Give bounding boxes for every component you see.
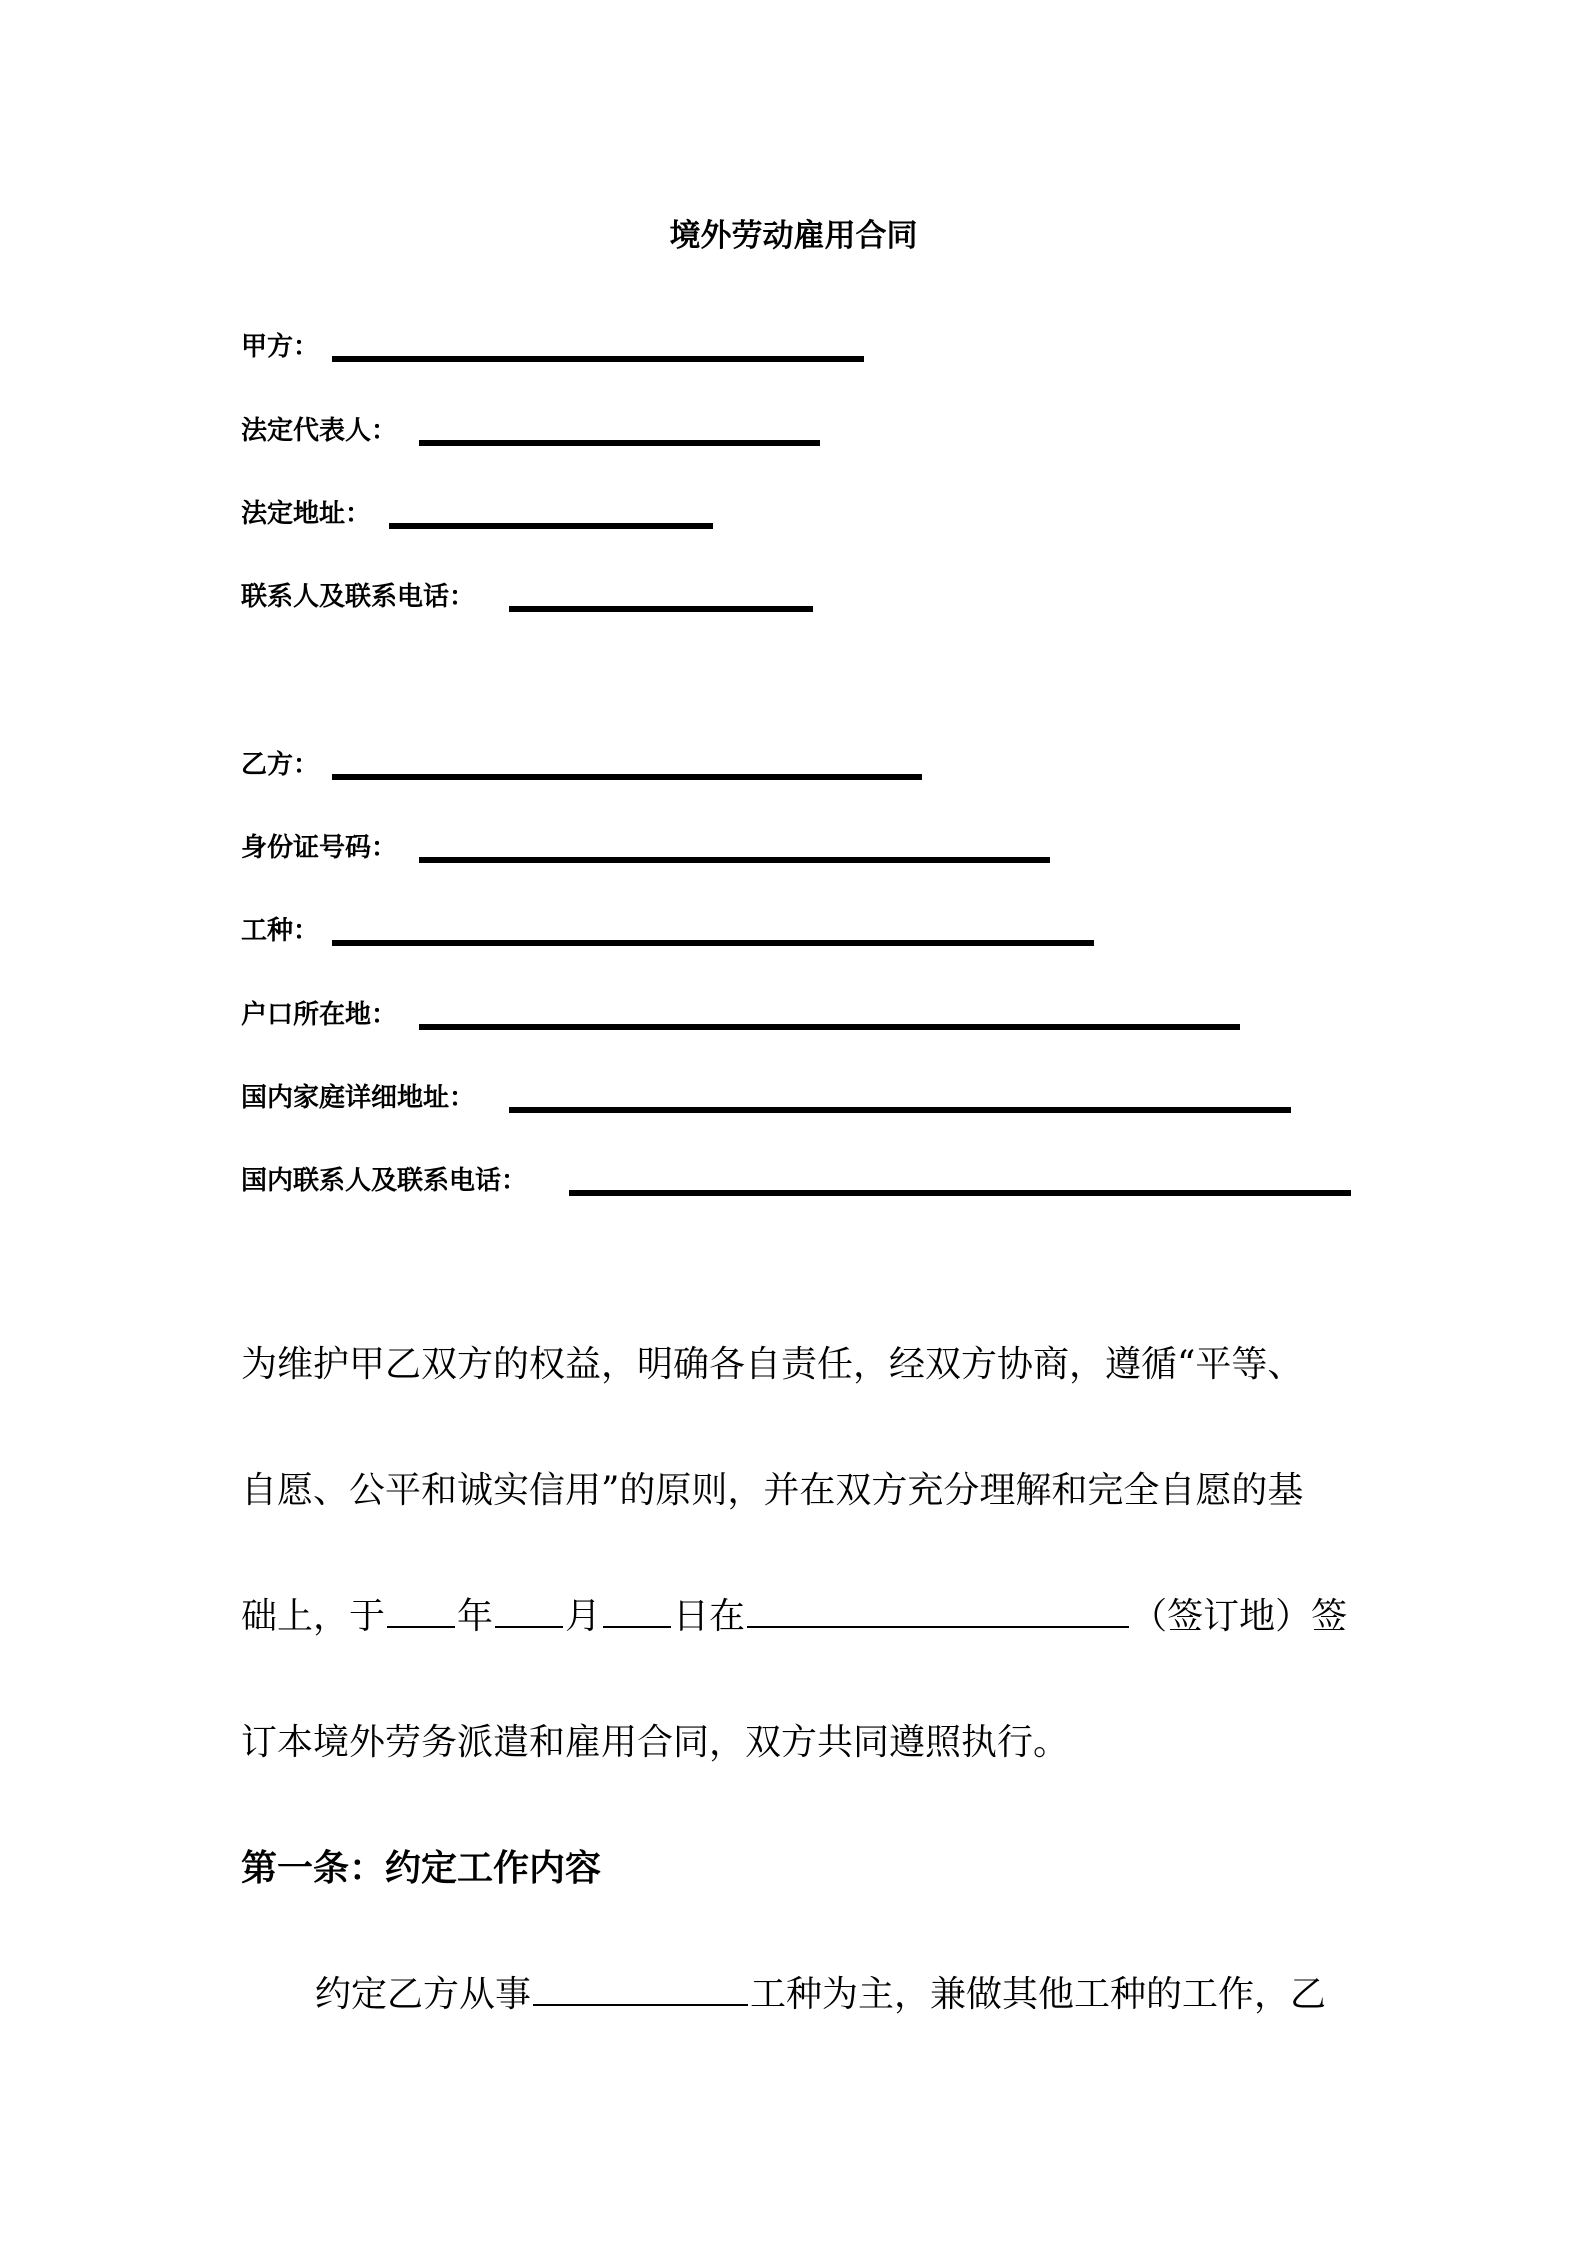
document-title: 境外劳动雇用合同 xyxy=(669,218,918,254)
intro-line-4: 订本境外劳务派遣和雇用合同，双方共同遵照执行。 xyxy=(241,1722,1070,1763)
legal-rep-label: 法定代表人： xyxy=(241,416,398,446)
party-b-name-label: 乙方： xyxy=(241,750,320,780)
intro-line-1: 为维护甲乙双方的权益，明确各自责任，经双方协商，遵循“平等、 xyxy=(241,1344,1304,1385)
intro-line-3-prefix: 础上，于 xyxy=(241,1596,386,1637)
article-1-heading: 第一条：约定工作内容 xyxy=(241,1847,602,1889)
intro-line-2: 自愿、公平和诚实信用”的原则，并在双方充分理解和完全自愿的基 xyxy=(241,1470,1304,1511)
domestic-contact-blank[interactable] xyxy=(569,1190,1351,1196)
job-type-label: 工种： xyxy=(241,916,320,946)
article-1-text-suffix: 工种为主，兼做其他工种的工作，乙 xyxy=(750,1974,1327,2015)
party-b-name-blank[interactable] xyxy=(332,774,922,780)
household-blank[interactable] xyxy=(419,1024,1240,1030)
party-a-name-blank[interactable] xyxy=(332,356,864,362)
legal-rep-blank[interactable] xyxy=(419,440,820,446)
contact-blank[interactable] xyxy=(509,606,813,612)
work-type-blank[interactable] xyxy=(533,1966,748,2006)
month-blank[interactable] xyxy=(495,1588,563,1628)
article-1-text xyxy=(315,1966,1326,2017)
day-label: 日在 xyxy=(673,1596,746,1637)
home-address-label: 国内家庭详细地址： xyxy=(241,1083,476,1113)
job-type-blank[interactable] xyxy=(332,940,1094,946)
contact-label: 联系人及联系电话： xyxy=(241,582,476,612)
legal-address-label: 法定地址： xyxy=(241,499,372,529)
party-a-name-label: 甲方： xyxy=(241,332,320,362)
household-label: 户口所在地： xyxy=(241,1000,398,1030)
month-label: 月 xyxy=(565,1596,602,1637)
domestic-contact-label: 国内联系人及联系电话： xyxy=(241,1166,528,1196)
signing-place-blank[interactable] xyxy=(747,1588,1129,1628)
year-blank[interactable] xyxy=(387,1588,455,1628)
article-1-text-prefix: 约定乙方从事 xyxy=(315,1974,532,2015)
year-label: 年 xyxy=(457,1596,494,1637)
id-number-label: 身份证号码： xyxy=(241,833,398,863)
intro-line-3 xyxy=(241,1588,1347,1639)
day-blank[interactable] xyxy=(603,1588,671,1628)
signing-place-label: （签订地）签 xyxy=(1131,1596,1348,1637)
legal-address-blank[interactable] xyxy=(389,523,713,529)
id-number-blank[interactable] xyxy=(419,857,1050,863)
home-address-blank[interactable] xyxy=(509,1107,1291,1113)
